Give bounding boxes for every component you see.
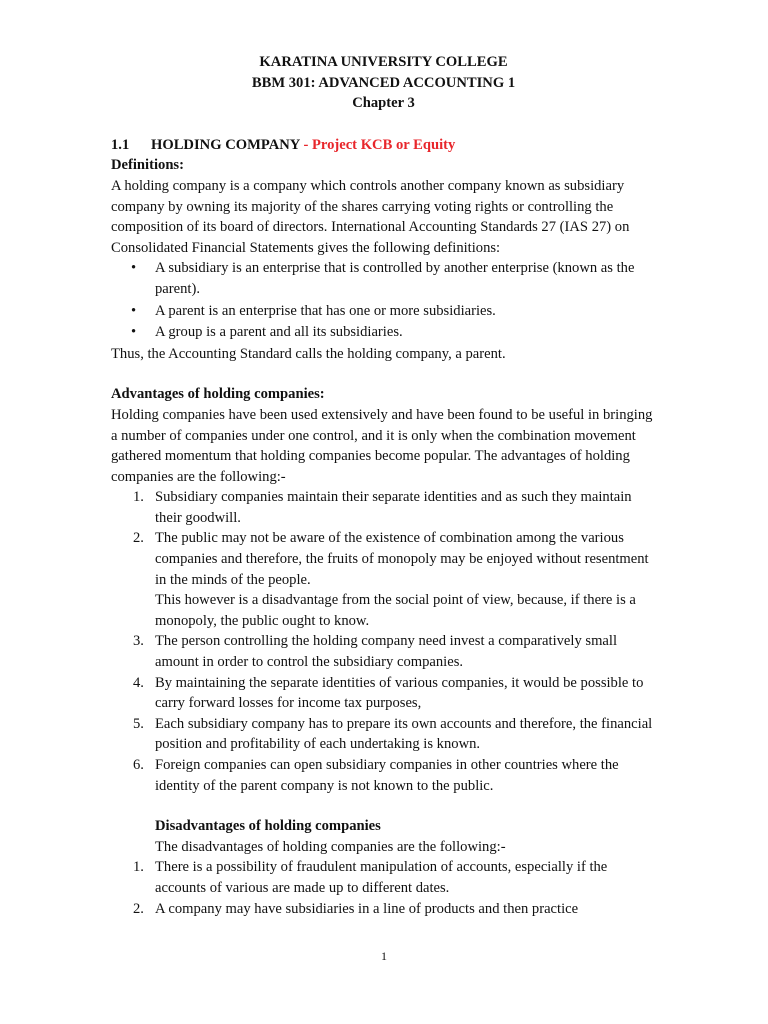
list-item: 6. Foreign companies can open subsidiary companies in other countries where the identity of the parent company is not known to the public. <box>133 757 619 794</box>
page-number: 1 <box>381 949 387 963</box>
disadvantages-intro: The disadvantages of holding companies are the following:- <box>155 838 506 855</box>
section-note: - Project KCB or Equity <box>303 136 456 153</box>
institution-name: KARATINA UNIVERSITY COLLEGE <box>259 54 508 70</box>
list-item: 5. Each subsidiary company has to prepare its own accounts and therefore, the financial position and profitability of each undertaking is known. <box>133 715 653 753</box>
bullet-icon: • <box>131 302 137 319</box>
advantages-intro: Holding companies have been used extensively and have been found to be useful in bringing a number of companies under one control, and it is only when the combination movement gathered momentum that holding companies become popular. The advantages of holding companies are the following:- <box>111 406 653 485</box>
disadvantages-list <box>111 857 656 919</box>
course-title: BBM 301: ADVANCED ACCOUNTING 1 <box>251 74 516 91</box>
section-title: HOLDING COMPANY <box>151 136 300 153</box>
disadvantages-heading: Disadvantages of holding companies <box>155 818 381 835</box>
document-body <box>111 52 656 919</box>
definitions-heading: Definitions: <box>111 157 184 174</box>
list-item: 3. The person controlling the holding company need invest a comparatively small amount in order to control the subsidiary companies. <box>133 633 618 671</box>
section-heading <box>111 135 656 156</box>
list-item: • A group is a parent and all its subsidiaries. <box>111 322 656 343</box>
list-item: 1. Subsidiary companies maintain their separate identities and as such they maintain their goodwill. <box>133 489 632 526</box>
bullet-icon: • <box>131 324 137 341</box>
definitions-closing: Thus, the Accounting Standard calls the holding company, a parent. <box>111 345 506 362</box>
advantages-list <box>111 487 656 796</box>
list-item: 4. By maintaining the separate identities of various companies, it would be possible to carry forward losses for income tax purposes, <box>133 674 644 712</box>
chapter-title: Chapter 3 <box>352 95 415 112</box>
advantages-heading: Advantages of holding companies: <box>111 386 325 403</box>
list-item: 2. A company may have subsidiaries in a line of products and then practice <box>133 900 579 917</box>
definitions-paragraph: A holding company is a company which controls another company known as subsidiary company by owning its majority of the shares carrying voting rights or controlling the composition of its board of directors. International Accounting Standards 27 (IAS 27) on Consolidated Financial Statements gives the following definitions: <box>111 177 630 256</box>
list-item: 1. There is a possibility of fraudulent manipulation of accounts, especially if the accounts of various are made up to different dates. <box>133 859 608 896</box>
bullet-icon: • <box>131 260 137 277</box>
list-item: 2. The public may not be aware of the existence of combination among the various companies and therefore, the fruits of monopoly may be enjoyed without resentment in the minds of the people. This however is a disadvantage from the social point of view, because, if there is a monopoly, the public ought to know. <box>111 528 656 631</box>
list-item: • A parent is an enterprise that has one or more subsidiaries. <box>111 301 656 322</box>
document-header <box>111 52 656 114</box>
list-item: • A subsidiary is an enterprise that is controlled by another enterprise (known as the parent). <box>131 260 635 297</box>
section-number: 1.1 <box>111 136 130 153</box>
definitions-list <box>111 258 656 342</box>
advantage-note: This however is a disadvantage from the social point of view, because, if there is a monopoly, the public ought to know. <box>155 592 636 629</box>
